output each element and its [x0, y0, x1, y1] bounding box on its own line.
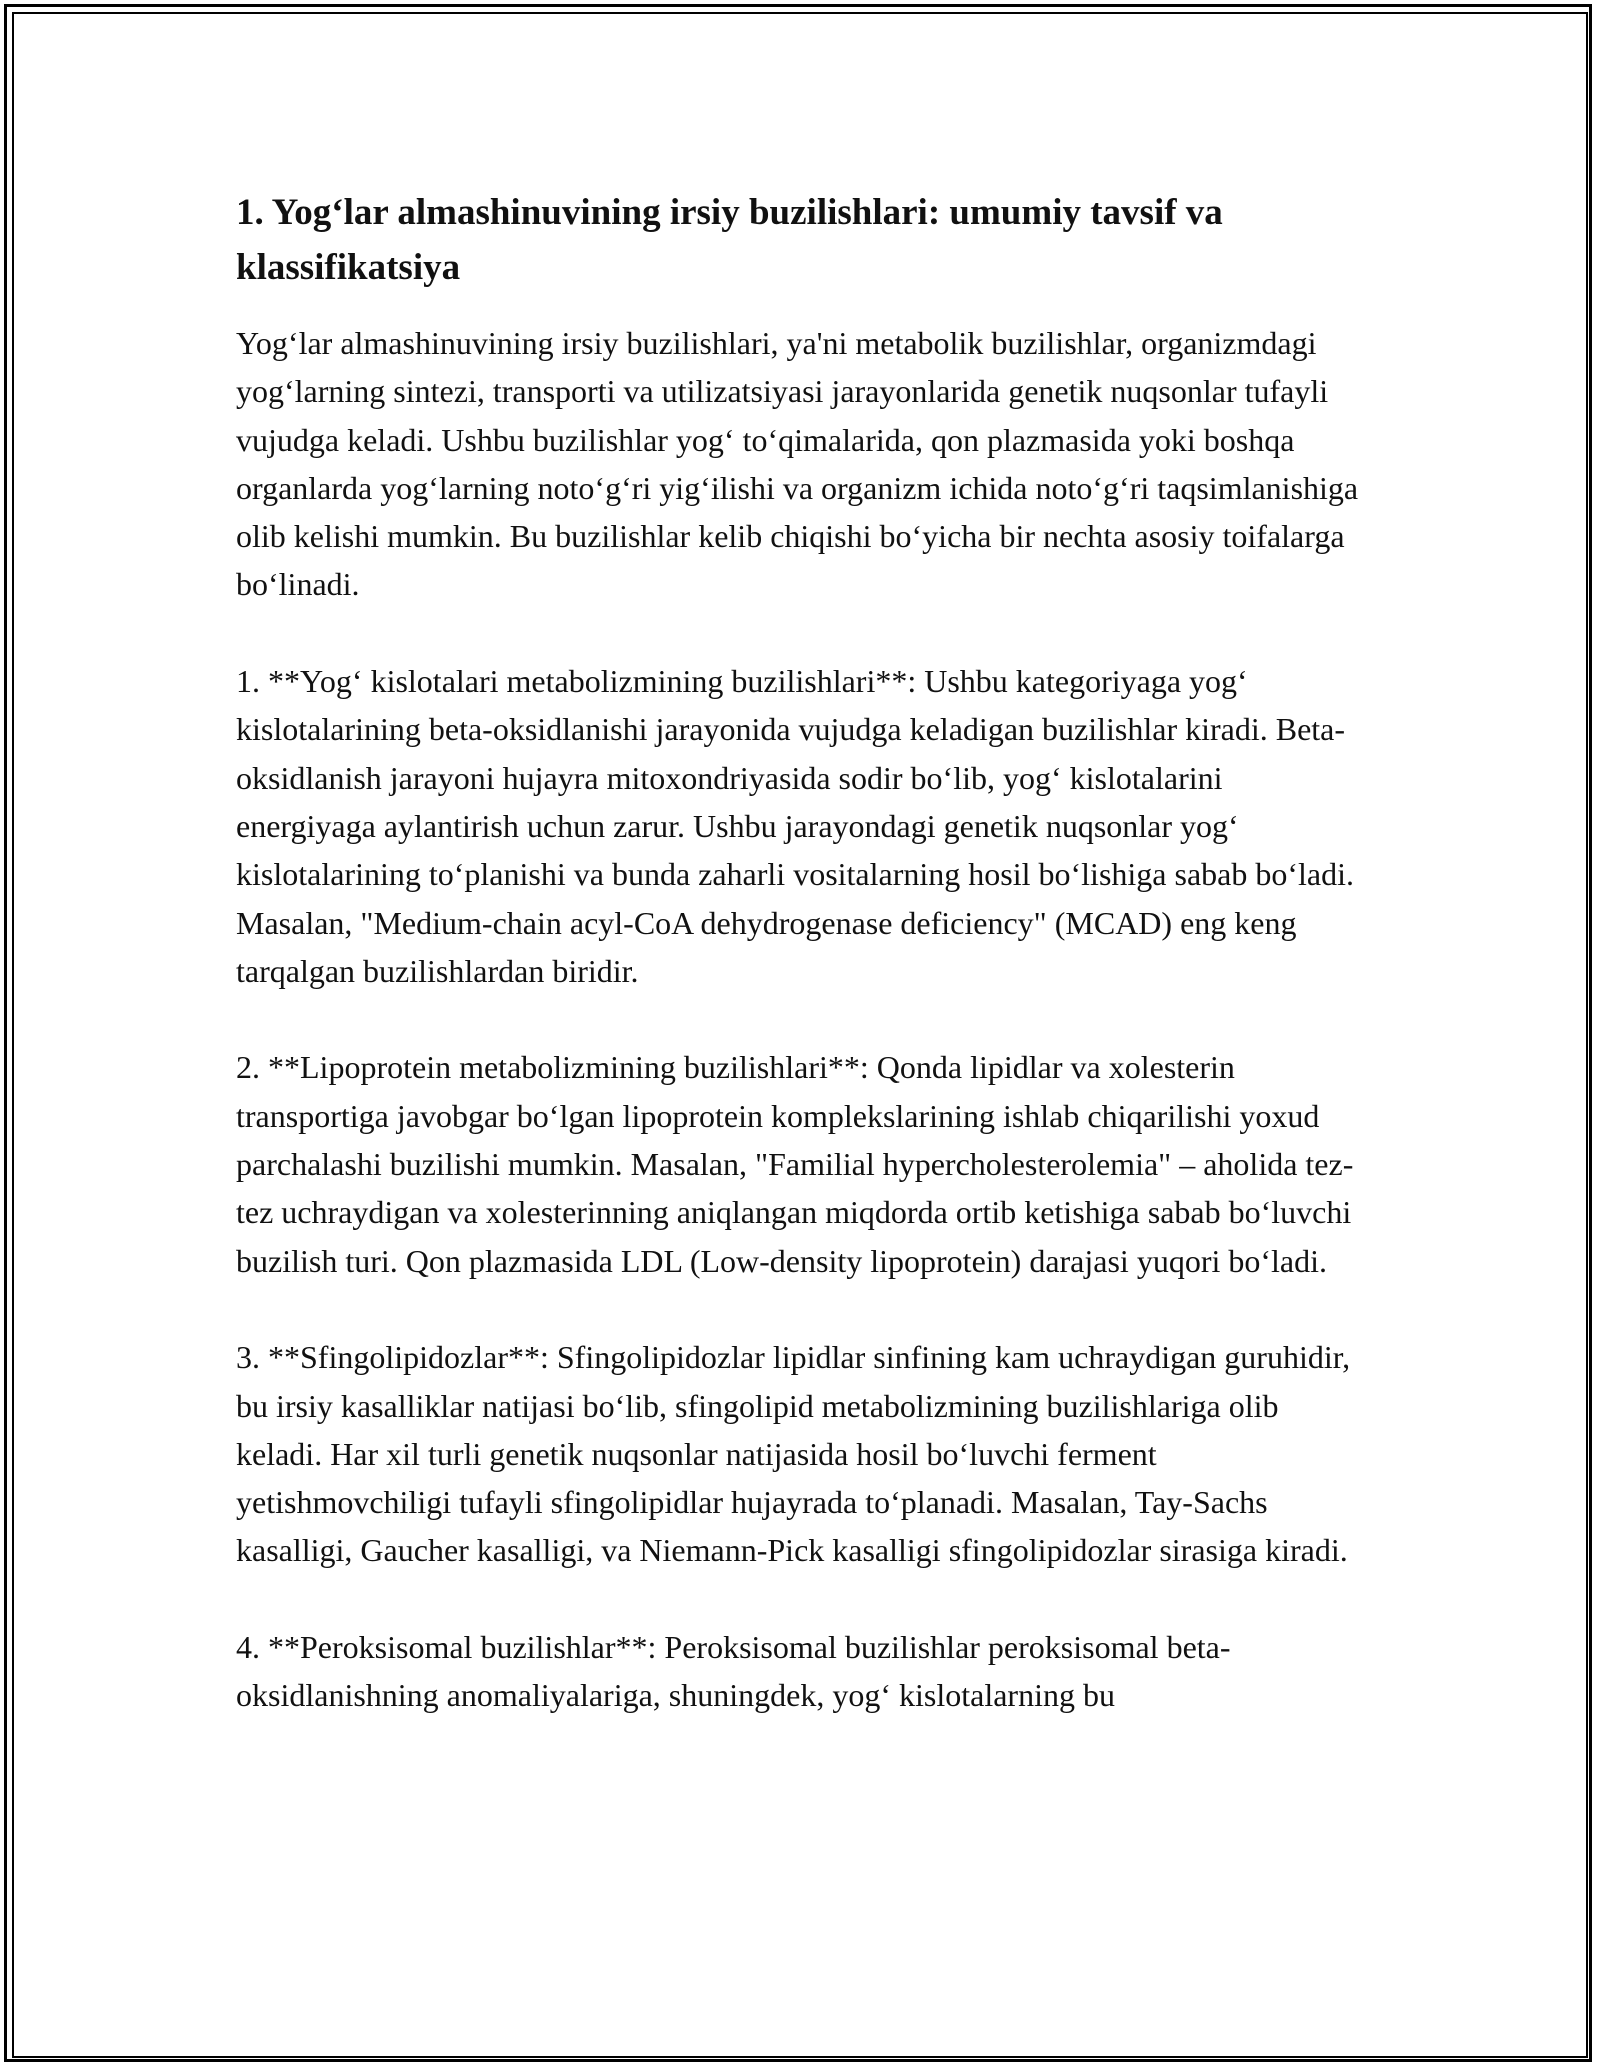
section-heading: 1. Yog‘lar almashinuvining irsiy buzilishlari: umumiy tavsif va klassifikatsiya	[236, 192, 1223, 288]
document-body	[236, 185, 1366, 1768]
list-item-peroxisomal-disorders: 4. **Peroksisomal buzilishlar**: Peroksisomal buzilishlar peroksisomal beta-oksidlanishning anomaliyalariga, shuningdek, yog‘ kislotalarning bu	[236, 1629, 1231, 1714]
list-item-fatty-acid-metabolism: 1. **Yog‘ kislotalari metabolizmining buzilishlari**: Ushbu kategoriyaga yog‘ kislotalarining beta-oksidlanishi jarayonida vujudga keladigan buzilishlar kiradi. Beta-oksidlanish jarayoni hujayra mitoxondriyasida sodir bo‘lib, yog‘ kislotalarini energiyaga aylantirish uchun zarur. Ushbu jarayondagi genetik nuqsonlar yog‘ kislotalarining to‘planishi va bunda zaharli vositalarning hosil bo‘lishiga sabab bo‘ladi. Masalan, "Medium-chain acyl-CoA dehydrogenase deficiency" (MCAD) eng keng tarqalgan buzilishlardan biridir.	[236, 663, 1354, 989]
list-item-sphingolipidoses: 3. **Sfingolipidozlar**: Sfingolipidozlar lipidlar sinfining kam uchraydigan guruhidir, bu irsiy kasalliklar natijasi bo‘lib, sfingolipid metabolizmining buzilishlariga olib keladi. Har xil turli genetik nuqsonlar natijasida hosil bo‘luvchi ferment yetishmovchiligi tufayli sfingolipidlar hujayrada to‘planadi. Masalan, Tay-Sachs kasalligi, Gaucher kasalligi, va Niemann-Pick kasalligi sfingolipidozlar sirasiga kiradi.	[236, 1339, 1351, 1569]
intro-paragraph: Yog‘lar almashinuvining irsiy buzilishlari, ya'ni metabolik buzilishlar, organizmdagi yog‘larning sintezi, transporti va utilizatsiyasi jarayonlarida genetik nuqsonlar tufayli vujudga keladi. Ushbu buzilishlar yog‘ to‘qimalarida, qon plazmasida yoki boshqa organlarda yog‘larning noto‘g‘ri yig‘ilishi va organizm ichida noto‘g‘ri taqsimlanishiga olib kelishi mumkin. Bu buzilishlar kelib chiqishi bo‘yicha bir nechta asosiy toifalarga bo‘linadi.	[236, 325, 1359, 603]
list-item-lipoprotein-metabolism: 2. **Lipoprotein metabolizmining buzilishlari**: Qonda lipidlar va xolesterin transportiga javobgar bo‘lgan lipoprotein komplekslarining ishlab chiqarilishi yoxud parchalashi buzilishi mumkin. Masalan, "Familial hypercholesterolemia" – aholida tez-tez uchraydigan va xolesterinning aniqlangan miqdorda ortib ketishiga sabab bo‘luvchi buzilish turi. Qon plazmasida LDL (Low-density lipoprotein) darajasi yuqori bo‘ladi.	[236, 1049, 1354, 1279]
